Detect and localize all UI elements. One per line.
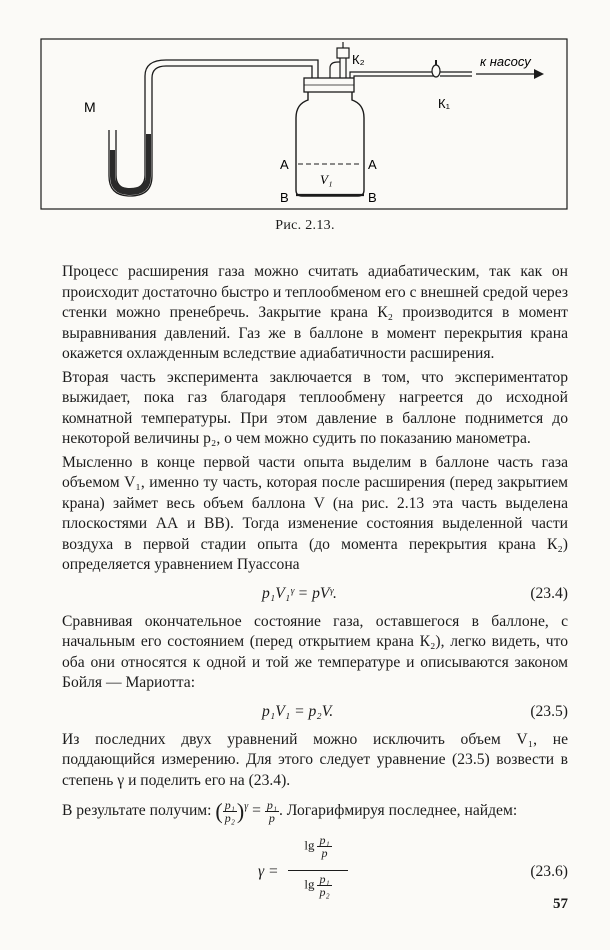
ratio-p1-p: $\frac{\text{p₁}}{p}$ [266,798,277,826]
equation-23-4 [62,580,568,610]
label-manometer: М [84,99,96,115]
valve-k2 [337,48,349,58]
equation-23-6 [62,832,568,910]
valve-k1 [432,65,440,77]
paragraph-6: В результате получим: ( $\frac{\text{p₁}}{\text{p₂}}$ )$^\gamma$ = $\frac{\text{p₁}}{p}$ . Логарифмируя последнее, найдем: [62,798,518,826]
apparatus-figure [40,38,568,210]
equation-23-5-number: (23.5) [530,702,568,720]
arrow-head-icon [534,69,544,79]
page-number: 57 [553,896,568,912]
label-a-left: А [280,157,289,172]
label-valve-k2: К₂ [352,52,365,67]
paragraph-4: Сравнивая окончательное состояние газа, оставшегося в баллоне, с начальным его состоянием (перед открытием крана К₂), легко видеть, что оба они относятся к одной и той же температуре и описываются законом Бойля — Мариотта: [62,612,568,691]
paragraph-6-end: . Логарифмируя последнее, найдем: [278,802,518,820]
paragraph-1: Процесс расширения газа можно считать адиабатическим, так как он происходит достаточно быстро и теплообменом его с внешней средой через стенки можно пренебречь. Закрытие крана К₂ производится в момент выравнивания давлений. Газ же в баллоне в момент перекрытия крана окажется охлажденным вследствие адиабатичности расширения. [62,263,568,362]
manometer-tube [109,60,318,196]
equation-23-4-number: (23.4) [530,584,568,602]
equation-23-6-lhs: γ = [258,863,279,881]
paragraph-6-start: В результате получим: [62,802,212,820]
label-b-right: В [368,190,377,205]
label-valve-k1: К₁ [438,96,450,111]
equation-23-4-formula: p₁V₁ᵞ = pVᵞ. [262,584,337,602]
paragraph-3: Мысленно в конце первой части опыта выделим в баллоне часть газа объемом V₁, именно ту часть, которая после расширения (перед закрытием крана) займет весь объем баллона V (на рис. 2.13 эта часть выделена плоскостями АА и ВВ). Тогда изменение состояния выделенной части воздуха в первой стадии опыта (до момента перекрытия крана К₂) определяется уравнением Пуассона [62,453,568,573]
paragraph-2: Вторая часть эксперимента заключается в том, что экспериментатор выжидает, пока газ благодаря теплообмену нагреется до исходной комнатной температуры. При этом давление в баллоне поднимется до некоторой величины p₂, о чем можно судить по показанию манометра. [62,368,568,447]
apparatus-diagram [40,38,568,210]
paragraph-5: Из последних двух уравнений можно исключить объем V₁, не поддающийся измерению. Для этого следует уравнение (23.5) возвести в степень γ и поделить его на (23.4). [62,730,568,789]
figure-caption: Рис. 2.13. [275,218,335,233]
equation-23-5 [62,698,568,728]
body-text [62,262,568,910]
equation-23-5-formula: p₁V₁ = p₂V. [262,702,334,720]
label-b-left: В [280,190,289,205]
equation-23-6-fraction: lg $\frac{\text{p₁}}{p}$ lg $\frac{\text{p₁}}{\text{p₂}}$ [288,834,348,907]
label-pump: к насосу [480,54,531,69]
equation-23-6-number: (23.6) [530,863,568,881]
label-a-right: А [368,157,377,172]
ratio-p1-p2: $\frac{\text{p₁}}{\text{p₂}}$ [224,798,235,826]
label-volume: V₁ [320,172,333,187]
